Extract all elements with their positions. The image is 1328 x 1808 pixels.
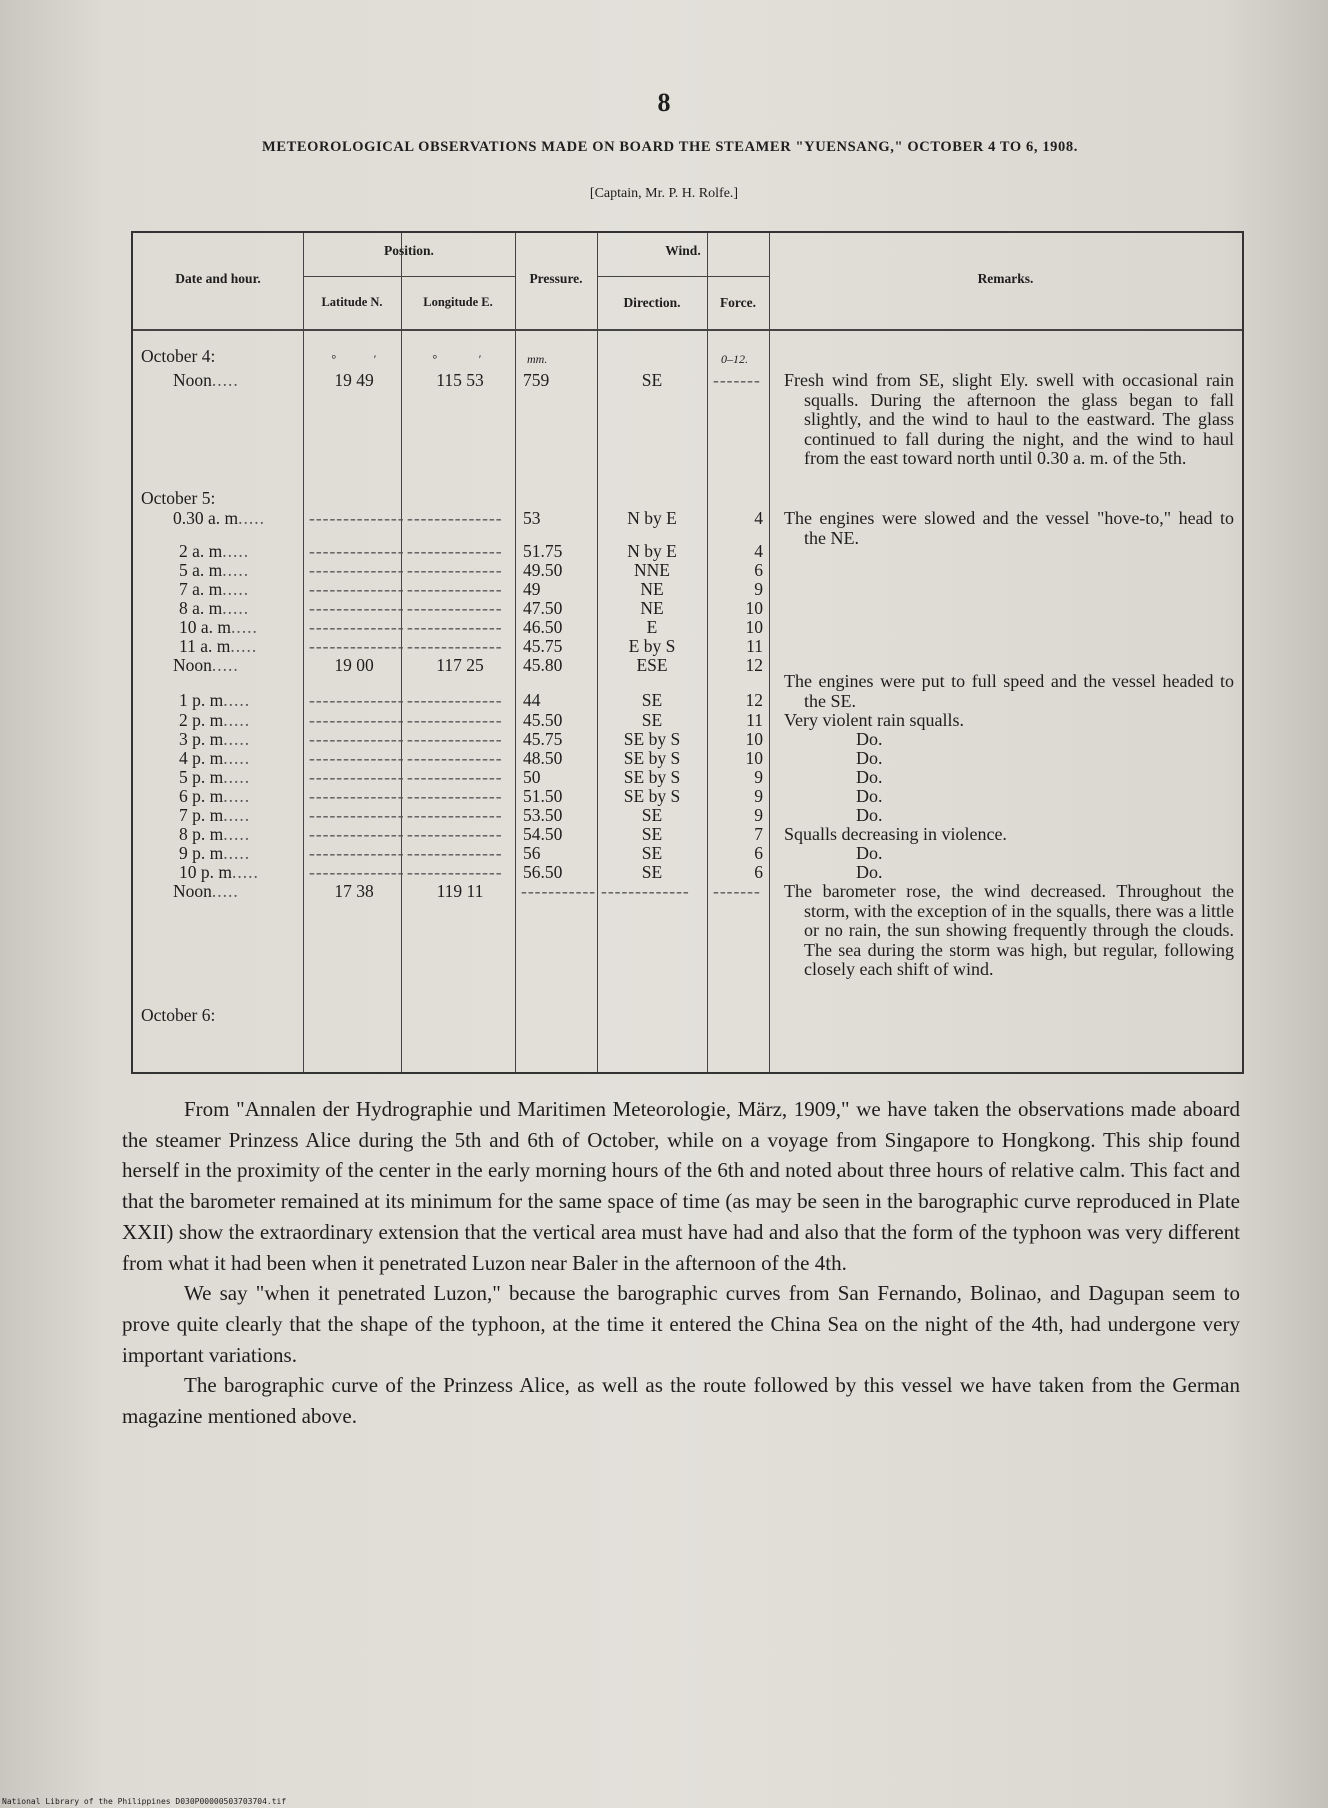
row-pressure: 50 — [523, 767, 541, 787]
leader-dots: ..... — [222, 598, 250, 618]
row-date-hour — [179, 863, 329, 882]
leader-dots: ..... — [223, 843, 251, 863]
empty-cell: -------------- — [309, 748, 405, 768]
table-title: METEOROLOGICAL OBSERVATIONS MADE ON BOARD THE STEAMER "YUENSANG," OCTOBER 4 TO 6, 1908. — [262, 139, 1078, 155]
empty-cell: -------------- — [309, 541, 405, 561]
unit-lon-min: ′ — [478, 352, 481, 366]
column-rule — [515, 233, 516, 1072]
leader-dots: ..... — [222, 560, 250, 580]
row-pressure: 46.50 — [523, 617, 563, 637]
empty-cell: -------------- — [407, 786, 503, 806]
row-date-text: 2 p. m — [179, 710, 224, 730]
header-wind: Wind. — [665, 243, 701, 258]
remark — [784, 509, 1234, 548]
empty-cell: ----------- — [521, 881, 597, 901]
row-wind-direction: NNE — [634, 560, 670, 580]
leader-dots: ..... — [211, 881, 239, 901]
leader-dots: ..... — [211, 370, 239, 390]
row-wind-direction: SE — [641, 690, 663, 710]
leader-dots: ..... — [223, 805, 251, 825]
header-latitude: Latitude N. — [321, 295, 383, 309]
leader-dots: ..... — [222, 579, 250, 599]
row-pressure: 49 — [523, 579, 541, 599]
remark-text: The barometer rose, the wind decreased. Throughout the storm, with the exception of in the squalls, there was a little or no rain, the sun showing frequently through the clouds. The sea during the storm was high, but regular, following closely each shift of wind. — [784, 881, 1234, 979]
remark: Do. — [856, 843, 883, 863]
row-wind-force: 4 — [754, 541, 763, 561]
remark-text: Fresh wind from SE, slight Ely. swell with occasional rain squalls. During the afternoon the glass began to fall slightly, and the wind to haul to the eastward. The glass continued to fall during the night, and the wind to haul from the east toward north until 0.30 a. m. of the 5th. — [784, 370, 1234, 468]
row-wind-direction: SE by S — [623, 729, 681, 749]
row-date-text: 0.30 a. m — [173, 508, 239, 528]
row-date-text: 9 p. m — [179, 843, 224, 863]
empty-cell: -------------- — [407, 729, 503, 749]
row-wind-direction: NE — [640, 598, 664, 618]
empty-cell: -------------- — [309, 843, 405, 863]
row-date-text: Noon — [173, 881, 212, 901]
header-force: Force. — [719, 295, 757, 310]
observations-table — [131, 231, 1244, 1074]
empty-cell: -------------- — [407, 541, 503, 561]
row-wind-direction: SE by S — [623, 767, 681, 787]
row-pressure: 49.50 — [523, 560, 563, 580]
row-pressure: 51.50 — [523, 786, 563, 806]
row-date-text: 4 p. m — [179, 748, 224, 768]
unit-lat-min: ′ — [373, 352, 376, 366]
row-wind-direction: SE — [641, 710, 663, 730]
header-direction: Direction. — [623, 295, 681, 310]
empty-cell: -------------- — [407, 862, 503, 882]
row-pressure: 759 — [523, 370, 550, 390]
row-wind-force: 9 — [754, 767, 763, 787]
leader-dots: ..... — [231, 617, 258, 637]
row-date-text: 10 p. m — [179, 862, 232, 882]
empty-cell: -------------- — [407, 843, 503, 863]
row-date-hour — [179, 580, 329, 599]
empty-cell: -------------- — [309, 862, 405, 882]
remark: Do. — [856, 786, 883, 806]
row-longitude: 115 53 — [436, 370, 484, 390]
row-wind-force: 9 — [754, 786, 763, 806]
empty-cell: -------------- — [309, 579, 405, 599]
leader-dots: ..... — [230, 636, 258, 656]
empty-cell: -------------- — [407, 824, 503, 844]
row-wind-direction: SE by S — [623, 786, 681, 806]
row-latitude: 17 38 — [334, 881, 374, 901]
remark: Do. — [856, 862, 883, 882]
row-wind-direction: ESE — [636, 655, 668, 675]
remark — [784, 882, 1234, 980]
empty-cell: -------------- — [309, 824, 405, 844]
row-date-hour — [179, 787, 329, 806]
row-wind-force: 12 — [745, 690, 763, 710]
row-wind-direction: SE — [641, 805, 663, 825]
empty-cell: -------------- — [407, 748, 503, 768]
date-group-label: October 4: — [141, 346, 216, 366]
row-date-text: Noon — [173, 655, 212, 675]
row-pressure: 45.75 — [523, 729, 563, 749]
row-date-hour — [179, 749, 329, 768]
body-text — [122, 1094, 1240, 1432]
leader-dots: ..... — [232, 862, 259, 882]
row-date-text: 2 a. m — [179, 541, 223, 561]
empty-cell: -------------- — [309, 508, 405, 528]
empty-cell: -------------- — [407, 598, 503, 618]
row-date-text: 11 a. m — [179, 636, 231, 656]
row-date-hour — [179, 637, 329, 656]
row-date-text: 3 p. m — [179, 729, 224, 749]
unit-force: 0–12. — [721, 352, 748, 366]
row-date-hour — [179, 561, 329, 580]
row-wind-direction: E — [646, 617, 658, 637]
row-date-hour — [179, 844, 329, 863]
column-rule — [597, 233, 598, 1072]
row-pressure: 47.50 — [523, 598, 563, 618]
unit-pressure: mm. — [527, 352, 548, 366]
empty-cell: ------- — [713, 370, 761, 390]
row-pressure: 56.50 — [523, 862, 563, 882]
date-group-label: October 6: — [141, 1005, 216, 1025]
empty-cell: -------------- — [407, 690, 503, 710]
row-wind-direction: E by S — [628, 636, 676, 656]
empty-cell: -------------- — [309, 786, 405, 806]
unit-lon-deg: ° — [432, 352, 437, 366]
row-pressure: 51.75 — [523, 541, 563, 561]
unit-lat-deg: ° — [331, 352, 336, 366]
empty-cell: -------------- — [407, 636, 503, 656]
row-date-text: 6 p. m — [179, 786, 224, 806]
header-date-hour: Date and hour. — [175, 271, 261, 286]
row-date-hour — [173, 656, 323, 675]
header-longitude: Longitude E. — [423, 295, 493, 309]
remark: Do. — [856, 729, 883, 749]
paragraph: From "Annalen der Hydrographie und Maritimen Meteorologie, März, 1909," we have taken the observations made aboard the steamer Prinzess Alice during the 5th and 6th of October, while on a voyage from Singapore to Hongkong. This ship found herself in the proximity of the center in the early morning hours of the 6th and noted about three hours of relative calm. This fact and that the barometer remained at its minimum for the same space of time (as may be seen in the barographic curve reproduced in Plate XXII) show the extraordinary extension that the vertical area must have had and also that the form of the typhoon was very different from what it had been when it penetrated Luzon near Baler in the afternoon of the 4th. — [122, 1097, 1240, 1275]
leader-dots: ..... — [223, 767, 251, 787]
row-wind-force: 7 — [754, 824, 763, 844]
remark — [784, 825, 1234, 845]
row-pressure: 45.80 — [523, 655, 563, 675]
empty-cell: -------------- — [309, 767, 405, 787]
row-wind-force: 6 — [754, 862, 763, 882]
row-date-text: 8 p. m — [179, 824, 224, 844]
row-date-text: 10 a. m — [179, 617, 232, 637]
leader-dots: ..... — [223, 690, 251, 710]
row-pressure: 53 — [523, 508, 541, 528]
row-wind-force: 6 — [754, 843, 763, 863]
empty-cell: -------------- — [309, 560, 405, 580]
empty-cell: -------------- — [407, 560, 503, 580]
row-wind-direction: SE — [641, 370, 663, 390]
row-wind-direction: SE — [641, 843, 663, 863]
row-wind-force: 4 — [754, 508, 763, 528]
remark — [784, 711, 1234, 731]
date-group-label: October 5: — [141, 488, 216, 508]
row-wind-force: 10 — [745, 748, 763, 768]
header-rule — [597, 276, 769, 277]
header-rule — [133, 329, 1242, 331]
empty-cell: -------------- — [309, 805, 405, 825]
empty-cell: ------- — [713, 881, 761, 901]
row-date-hour — [179, 599, 329, 618]
row-pressure: 45.75 — [523, 636, 563, 656]
empty-cell: -------------- — [407, 508, 503, 528]
remark — [784, 672, 1234, 711]
paragraph: We say "when it penetrated Luzon," because the barographic curves from San Fernando, Bolinao, and Dagupan seem to prove quite clearly that the shape of the typhoon, at the time it entered the China Sea on the night of the 4th, had undergone very important variations. — [122, 1281, 1240, 1367]
row-wind-direction: SE by S — [623, 748, 681, 768]
empty-cell: -------------- — [407, 710, 503, 730]
table-subtitle: [Captain, Mr. P. H. Rolfe.] — [589, 186, 739, 201]
row-date-hour — [173, 509, 323, 528]
row-wind-force: 12 — [745, 655, 763, 675]
row-date-hour — [179, 542, 329, 561]
row-pressure: 48.50 — [523, 748, 563, 768]
header-position: Position. — [384, 243, 434, 258]
row-date-text: 7 a. m — [179, 579, 223, 599]
row-date-text: Noon — [173, 370, 212, 390]
row-wind-force: 11 — [746, 710, 763, 730]
remark: Do. — [856, 767, 883, 787]
empty-cell: -------------- — [407, 805, 503, 825]
row-longitude: 117 25 — [436, 655, 484, 675]
leader-dots: ..... — [223, 729, 251, 749]
remark-text: Squalls decreasing in violence. — [784, 824, 1007, 844]
row-pressure: 53.50 — [523, 805, 563, 825]
leader-dots: ..... — [223, 748, 251, 768]
row-date-hour — [179, 730, 329, 749]
scan-footer: National Library of the Philippines D030P00000503703704.tif — [2, 1797, 287, 1806]
leader-dots: ..... — [223, 786, 251, 806]
row-date-hour — [173, 882, 323, 901]
row-date-hour — [179, 768, 329, 787]
row-wind-force: 10 — [745, 598, 763, 618]
empty-cell: -------------- — [407, 767, 503, 787]
leader-dots: ..... — [211, 655, 239, 675]
row-date-text: 1 p. m — [179, 690, 224, 710]
row-pressure: 54.50 — [523, 824, 563, 844]
empty-cell: -------------- — [309, 598, 405, 618]
row-longitude: 119 11 — [436, 881, 484, 901]
row-date-text: 5 p. m — [179, 767, 224, 787]
header-rule — [303, 276, 515, 277]
row-wind-force: 11 — [746, 636, 763, 656]
row-date-text: 7 p. m — [179, 805, 224, 825]
empty-cell: -------------- — [309, 690, 405, 710]
remark: Do. — [856, 805, 883, 825]
row-date-hour — [179, 691, 329, 710]
row-wind-force: 10 — [745, 729, 763, 749]
row-wind-direction: N by E — [627, 541, 677, 561]
row-wind-force: 10 — [745, 617, 763, 637]
empty-cell: -------------- — [309, 617, 405, 637]
empty-cell: -------------- — [309, 710, 405, 730]
empty-cell: -------------- — [309, 729, 405, 749]
row-date-hour — [173, 371, 323, 390]
empty-cell: -------------- — [407, 579, 503, 599]
leader-dots: ..... — [223, 824, 251, 844]
row-date-hour — [179, 711, 329, 730]
row-wind-force: 6 — [754, 560, 763, 580]
row-wind-direction: N by E — [627, 508, 677, 528]
remark-text: The engines were put to full speed and the vessel headed to the SE. — [784, 671, 1234, 711]
remark — [784, 371, 1234, 469]
row-wind-force: 9 — [754, 579, 763, 599]
remark-text: The engines were slowed and the vessel "hove-to," head to the NE. — [784, 508, 1234, 548]
leader-dots: ..... — [223, 710, 251, 730]
remark: Do. — [856, 748, 883, 768]
row-pressure: 56 — [523, 843, 541, 863]
row-date-hour — [179, 618, 329, 637]
row-pressure: 45.50 — [523, 710, 563, 730]
page-number: 8 — [657, 88, 671, 117]
leader-dots: ..... — [222, 541, 250, 561]
row-wind-force: 9 — [754, 805, 763, 825]
row-date-text: 8 a. m — [179, 598, 223, 618]
header-pressure: Pressure. — [529, 271, 583, 286]
row-date-hour — [179, 825, 329, 844]
row-pressure: 44 — [523, 690, 541, 710]
empty-cell: ------------- — [601, 881, 690, 901]
row-latitude: 19 00 — [334, 655, 374, 675]
row-date-hour — [179, 806, 329, 825]
row-wind-direction: NE — [640, 579, 664, 599]
row-date-text: 5 a. m — [179, 560, 223, 580]
paragraph: The barographic curve of the Prinzess Alice, as well as the route followed by this vessel we have taken from the German magazine mentioned above. — [122, 1373, 1240, 1429]
row-latitude: 19 49 — [334, 370, 374, 390]
empty-cell: -------------- — [309, 636, 405, 656]
row-wind-direction: SE — [641, 862, 663, 882]
column-rule — [769, 233, 770, 1072]
column-rule — [707, 233, 708, 1072]
row-wind-direction: SE — [641, 824, 663, 844]
empty-cell: -------------- — [407, 617, 503, 637]
remark-text: Very violent rain squalls. — [784, 710, 964, 730]
header-remarks: Remarks. — [977, 271, 1034, 286]
leader-dots: ..... — [238, 508, 266, 528]
